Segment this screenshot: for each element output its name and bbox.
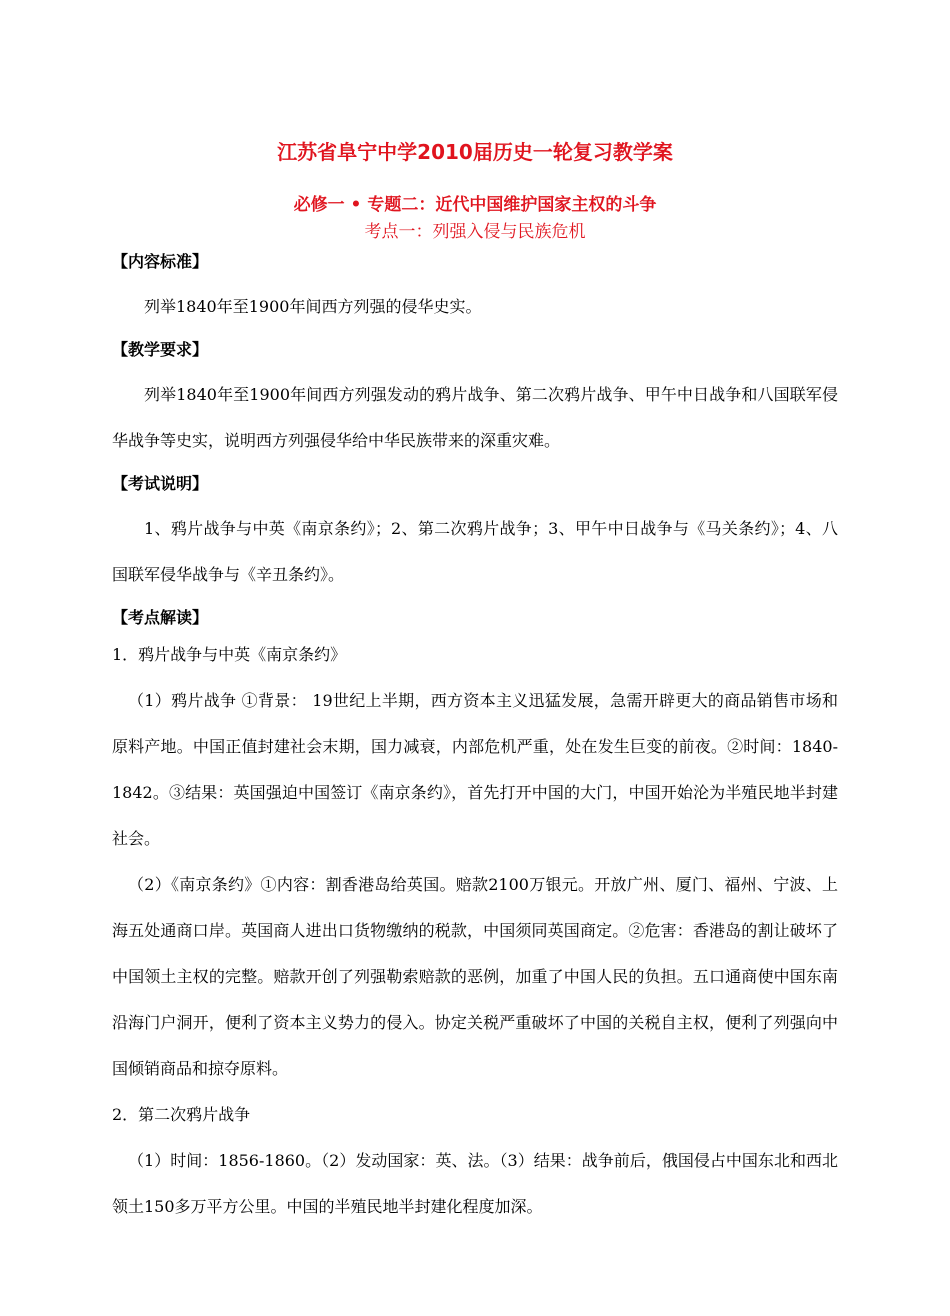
document-title: 江苏省阜宁中学2010届历史一轮复习教学案 — [277, 140, 673, 164]
item2-paragraph-1: （1）时间：1856-1860。（2）发动国家：英、法。（3）结果：战争前后，俄国侵占中国东北和西北领土150多万平方公里。中国的半殖民地半封建化程度加深。 — [112, 1151, 838, 1216]
item2-title: 2．第二次鸦片战争 — [112, 1105, 251, 1124]
document-body — [112, 248, 838, 1230]
item1-title: 1．鸦片战争与中英《南京条约》 — [112, 645, 347, 664]
topic-title: 考点一：列强入侵与民族危机 — [364, 222, 586, 242]
exam-notes-heading: 【考试说明】 — [112, 474, 209, 493]
item1-paragraph-2: （2）《南京条约》①内容：割香港岛给英国。赔款2100万银元。开放广州、厦门、福州、宁波、上海五处通商口岸。英国商人进出口货物缴纳的税款，中国须同英国商定。②危害：香港岛的割让破坏了中国领土主权的完整。赔款开创了列强勒索赔款的恶例，加重了中国人民的负担。五口通商使中国东南沿海门户洞开，便利了资本主义势力的侵入。协定关税严重破坏了中国的关税自主权，便利了列强向中国倾销商品和掠夺原料。 — [112, 875, 838, 1078]
exam-notes-text: 1、鸦片战争与中英《南京条约》；2、第二次鸦片战争；3、甲午中日战争与《马关条约》；4、八国联军侵华战争与《辛丑条约》。 — [112, 519, 838, 584]
item1-paragraph-1: （1）鸦片战争 ①背景： 19世纪上半期，西方资本主义迅猛发展，急需开辟更大的商品销售市场和原料产地。中国正值封建社会末期，国力减衰，内部危机严重，处在发生巨变的前夜。②时间：1840-1842。③结果：英国强迫中国签订《南京条约》，首先打开中国的大门，中国开始沦为半殖民地半封建社会。 — [112, 691, 838, 848]
teaching-requirements-text: 列举1840年至1900年间西方列强发动的鸦片战争、第二次鸦片战争、甲午中日战争和八国联军侵华战争等史实，说明西方列强侵华给中华民族带来的深重灾难。 — [112, 385, 838, 450]
teaching-requirements-heading: 【教学要求】 — [112, 340, 209, 359]
document-subtitle: 必修一 • 专题二：近代中国维护国家主权的斗争 — [293, 195, 657, 215]
content-standard-text: 列举1840年至1900年间西方列强的侵华史实。 — [144, 297, 482, 316]
interpretation-heading: 【考点解读】 — [112, 608, 209, 627]
content-standard-heading: 【内容标准】 — [112, 252, 209, 271]
